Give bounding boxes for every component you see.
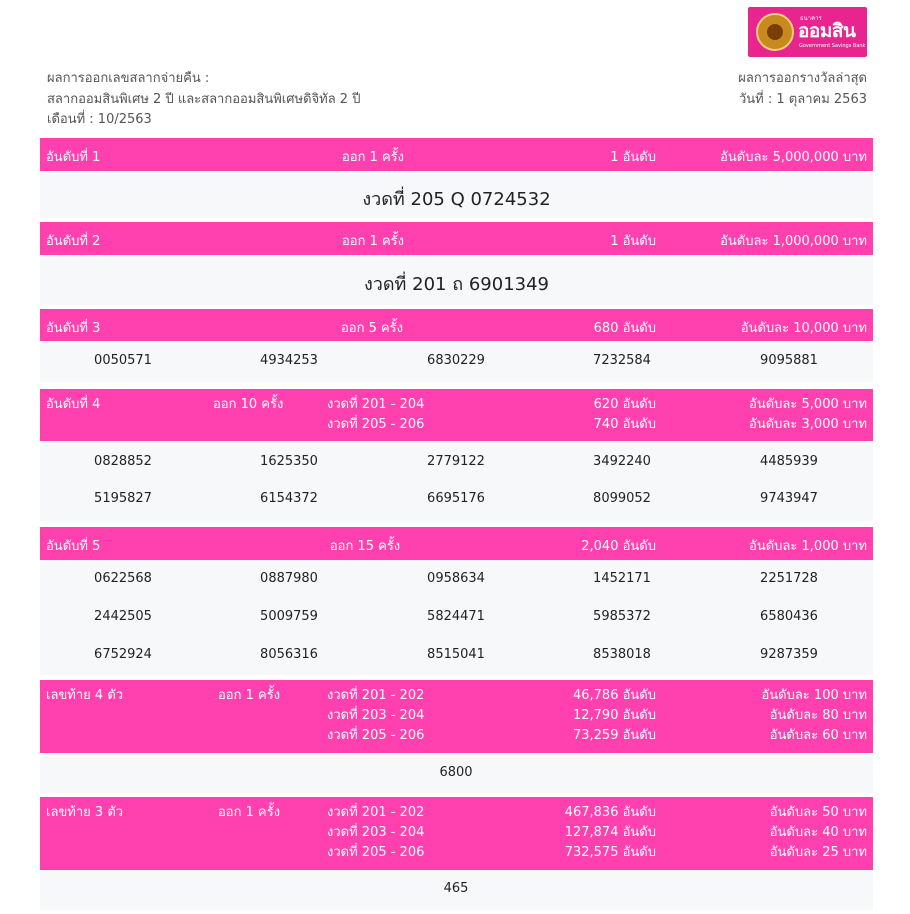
last-3-digits-header	[40, 797, 873, 870]
result-month: เดือนที่ : 10/2563	[47, 112, 152, 127]
prize-draws: ออก 1 ครั้ง	[341, 234, 405, 249]
prize-1-number: งวดที่ 205 Q 0724532	[362, 189, 551, 210]
prize-3-body	[40, 341, 873, 382]
prize-period: งวดที่ 201 - 204	[327, 397, 425, 412]
prize-draws: ออก 1 ครั้ง	[218, 688, 281, 703]
prize-period: งวดที่ 203 - 204	[327, 825, 425, 840]
prize-1-header	[40, 138, 873, 171]
prize-5-number: 0887980	[260, 571, 318, 586]
prize-draws: ออก 15 ครั้ง	[329, 539, 401, 554]
prize-draws: ออก 1 ครั้ง	[341, 150, 405, 165]
prize-period: งวดที่ 201 - 202	[327, 688, 425, 703]
last-4-digits-number: 6800	[439, 765, 473, 780]
prize-4-number: 8099052	[593, 491, 651, 506]
prize-amount: อันดับละ 100 บาท	[761, 688, 867, 703]
prize-count: 620 อันดับ	[593, 397, 656, 412]
gsb-logo[interactable]	[748, 7, 867, 57]
prize-period: งวดที่ 205 - 206	[327, 417, 425, 432]
prize-count: 740 อันดับ	[593, 417, 656, 432]
prize-period: งวดที่ 205 - 206	[327, 845, 425, 860]
prize-count: 12,790 อันดับ	[572, 708, 656, 723]
lottery-name: สลากออมสินพิเศษ 2 ปี และสลากออมสินพิเศษดิจิทัล 2 ปี	[47, 91, 361, 107]
logo-sub-text: Government Savings Bank	[799, 43, 866, 49]
gsb-seal-icon	[756, 13, 794, 51]
prize-5-number: 9287359	[760, 647, 818, 662]
latest-result-date: วันที่ : 1 ตุลาคม 2563	[739, 91, 867, 107]
prize-5-number: 8056316	[260, 647, 318, 662]
prize-4-number: 0828852	[94, 454, 152, 469]
prize-1-body	[40, 171, 873, 218]
last-4-digits-header	[40, 680, 873, 753]
prize-name: เลขท้าย 3 ตัว	[46, 805, 124, 820]
prize-4-number: 6695176	[427, 491, 485, 506]
prize-count: 46,786 อันดับ	[572, 688, 656, 703]
prize-3-number: 6830229	[427, 353, 485, 368]
prize-5-body	[40, 560, 873, 675]
prize-amount: อันดับละ 40 บาท	[769, 825, 867, 840]
prize-count: 2,040 อันดับ	[581, 539, 656, 554]
prize-5-number: 2442505	[94, 609, 152, 624]
prize-count: 127,874 อันดับ	[564, 825, 656, 840]
last-4-digits-body	[40, 753, 873, 793]
prize-name: เลขท้าย 4 ตัว	[46, 688, 124, 703]
prize-count: 1 อันดับ	[610, 234, 656, 249]
prize-5-header	[40, 527, 873, 560]
prize-amount: อันดับละ 5,000 บาท	[749, 397, 867, 412]
prize-3-number: 4934253	[260, 353, 318, 368]
prize-count: 1 อันดับ	[610, 150, 656, 165]
prize-name: อันดับที่ 4	[46, 397, 101, 412]
prize-3-number: 9095881	[760, 353, 818, 368]
prize-5-number: 5824471	[427, 609, 485, 624]
prize-draws: ออก 10 ครั้ง	[213, 397, 284, 412]
prize-amount: อันดับละ 50 บาท	[769, 805, 867, 820]
prize-4-number: 9743947	[760, 491, 818, 506]
prize-4-number: 3492240	[593, 454, 651, 469]
last-3-digits-body	[40, 870, 873, 910]
prize-5-number: 6752924	[94, 647, 152, 662]
prize-2-header	[40, 222, 873, 255]
prize-amount: อันดับละ 25 บาท	[769, 845, 867, 860]
prize-2-body	[40, 255, 873, 305]
prize-amount: อันดับละ 80 บาท	[769, 708, 867, 723]
prize-name: อันดับที่ 5	[46, 539, 101, 554]
prize-count: 467,836 อันดับ	[564, 805, 656, 820]
prize-4-number: 6154372	[260, 491, 318, 506]
prize-5-number: 8538018	[593, 647, 651, 662]
prize-3-number: 0050571	[94, 353, 152, 368]
prize-4-number: 1625350	[260, 454, 318, 469]
prize-amount: อันดับละ 1,000,000 บาท	[720, 234, 867, 249]
prize-name: อันดับที่ 2	[46, 234, 101, 249]
prize-2-number: งวดที่ 201 ถ 6901349	[363, 274, 550, 295]
prize-5-number: 5985372	[593, 609, 651, 624]
prize-5-number: 0958634	[427, 571, 485, 586]
latest-result-info	[738, 69, 867, 110]
prize-amount: อันดับละ 1,000 บาท	[749, 539, 867, 554]
logo-main-text: ออมสิน	[798, 20, 856, 42]
prize-4-number: 4485939	[760, 454, 818, 469]
prize-draws: ออก 5 ครั้ง	[340, 321, 404, 336]
prize-5-number: 8515041	[427, 647, 485, 662]
prize-count: 73,259 อันดับ	[572, 728, 656, 743]
prize-5-number: 0622568	[94, 571, 152, 586]
prize-5-number: 6580436	[760, 609, 818, 624]
result-info	[47, 69, 360, 131]
prize-amount: อันดับละ 60 บาท	[769, 728, 867, 743]
prize-count: 680 อันดับ	[593, 321, 656, 336]
prize-4-header	[40, 389, 873, 441]
logo-small-text: ธนาคาร	[800, 15, 822, 22]
result-title: ผลการออกเลขสลากจ่ายคืน :	[47, 71, 210, 86]
prize-name: อันดับที่ 1	[46, 150, 101, 165]
prize-count: 732,575 อันดับ	[564, 845, 656, 860]
prize-amount: อันดับละ 10,000 บาท	[740, 321, 867, 336]
prize-5-number: 1452171	[593, 571, 651, 586]
latest-result-title: ผลการออกรางวัลล่าสุด	[738, 71, 867, 86]
prize-3-header	[40, 309, 873, 341]
prize-4-body	[40, 441, 873, 521]
prize-amount: อันดับละ 3,000 บาท	[749, 417, 867, 432]
prize-amount: อันดับละ 5,000,000 บาท	[720, 150, 867, 165]
prize-period: งวดที่ 201 - 202	[327, 805, 425, 820]
prize-period: งวดที่ 205 - 206	[327, 728, 425, 743]
prize-name: อันดับที่ 3	[46, 321, 101, 336]
prize-5-number: 5009759	[260, 609, 318, 624]
prize-draws: ออก 1 ครั้ง	[218, 805, 281, 820]
last-3-digits-number: 465	[443, 881, 469, 896]
prize-5-number: 2251728	[760, 571, 818, 586]
prize-4-number: 5195827	[94, 491, 152, 506]
prize-period: งวดที่ 203 - 204	[327, 708, 425, 723]
prize-4-number: 2779122	[427, 454, 485, 469]
prize-3-number: 7232584	[593, 353, 651, 368]
